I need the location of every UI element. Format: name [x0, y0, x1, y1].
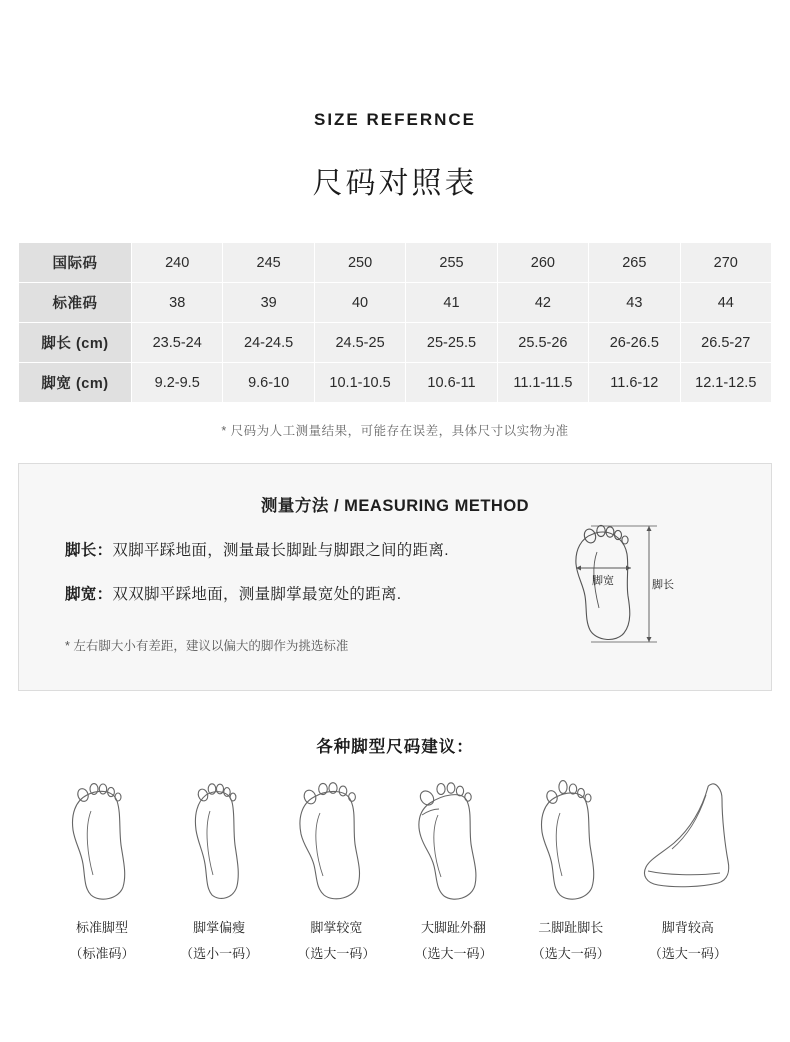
table-cell: 26-26.5: [589, 323, 680, 363]
foot-type-item: [632, 773, 744, 962]
foot-type-item: [515, 773, 627, 962]
foot-type-item: [398, 773, 510, 962]
bunion-foot-icon: [408, 775, 500, 903]
wide-foot-icon: [290, 775, 382, 903]
table-cell: 39: [223, 283, 314, 323]
foot-types-title: 各种脚型尺码建议：: [316, 738, 474, 756]
table-cell: 12.1-12.5: [680, 363, 771, 403]
diagram-length-label: 脚长: [652, 578, 674, 591]
table-cell: 250: [314, 243, 405, 283]
narrow-foot-icon: [176, 775, 262, 903]
foot-figure: [515, 773, 627, 903]
size-table-note: * 尺码为人工测量结果，可能存在误差，具体尺寸以实物为准: [221, 424, 569, 438]
table-row: [19, 243, 772, 283]
foot-type-sub: （选大一码）: [414, 946, 493, 961]
size-table-wrap: [18, 242, 772, 439]
foot-measure-diagram-icon: [545, 512, 675, 657]
table-cell: 9.6-10: [223, 363, 314, 403]
foot-length-label: 脚长：: [65, 542, 113, 559]
measuring-method-note: * 左右脚大小有差距，建议以偏大的脚作为挑选标准: [65, 639, 349, 653]
foot-types-row: [46, 773, 744, 962]
table-cell: 255: [406, 243, 497, 283]
table-cell: 24-24.5: [223, 323, 314, 363]
table-cell: 240: [132, 243, 223, 283]
foot-type-label: 标准脚型: [75, 920, 128, 935]
table-cell: 41: [406, 283, 497, 323]
table-cell: 25.5-26: [497, 323, 588, 363]
table-cell: 245: [223, 243, 314, 283]
table-cell: 26.5-27: [680, 323, 771, 363]
foot-type-sub: （选大一码）: [531, 946, 610, 961]
standard-foot-icon: [59, 775, 145, 903]
foot-width-label: 脚宽：: [65, 586, 113, 603]
table-cell: 9.2-9.5: [132, 363, 223, 403]
table-cell: 260: [497, 243, 588, 283]
row-header: 国际码: [19, 243, 132, 283]
foot-length-text: 双脚平踩地面，测量最长脚趾与脚跟之间的距离.: [112, 542, 449, 559]
long-second-toe-foot-icon: [528, 775, 614, 903]
foot-type-item: [46, 773, 158, 962]
foot-figure: [280, 773, 392, 903]
table-cell: 44: [680, 283, 771, 323]
foot-type-label: 大脚趾外翻: [421, 920, 487, 935]
foot-type-label: 脚掌偏瘦: [193, 920, 246, 935]
high-instep-foot-icon: [636, 775, 740, 903]
table-cell: 38: [132, 283, 223, 323]
foot-type-label: 二脚趾脚长: [538, 920, 604, 935]
table-cell: 42: [497, 283, 588, 323]
diagram-width-label: 脚宽: [592, 574, 614, 587]
foot-type-sub: （选小一码）: [180, 946, 259, 961]
foot-type-label: 脚掌较宽: [310, 920, 363, 935]
foot-type-label: 脚背较高: [661, 920, 714, 935]
foot-figure: [398, 773, 510, 903]
size-table: [18, 242, 772, 403]
page-title-en: SIZE REFERNCE: [313, 110, 477, 129]
table-cell: 24.5-25: [314, 323, 405, 363]
table-cell: 25-25.5: [406, 323, 497, 363]
page-title-cn: 尺码对照表: [312, 167, 478, 200]
foot-type-sub: （选大一码）: [297, 946, 376, 961]
page-header: [0, 0, 790, 202]
table-cell: 43: [589, 283, 680, 323]
table-cell: 270: [680, 243, 771, 283]
measuring-method-box: [18, 463, 772, 691]
table-cell: 40: [314, 283, 405, 323]
table-cell: 265: [589, 243, 680, 283]
row-header: 标准码: [19, 283, 132, 323]
foot-type-item: [163, 773, 275, 962]
foot-type-sub: （标准码）: [69, 946, 135, 961]
row-header: 脚长 (cm): [19, 323, 132, 363]
foot-type-item: [280, 773, 392, 962]
foot-width-text: 双双脚平踩地面，测量脚掌最宽处的距离.: [112, 586, 402, 603]
table-row: [19, 323, 772, 363]
foot-figure: [46, 773, 158, 903]
foot-figure: [632, 773, 744, 903]
table-row: [19, 283, 772, 323]
table-cell: 10.1-10.5: [314, 363, 405, 403]
measuring-method-title: 测量方法 / MEASURING METHOD: [260, 497, 530, 515]
table-cell: 11.1-11.5: [497, 363, 588, 403]
table-cell: 11.6-12: [589, 363, 680, 403]
row-header: 脚宽 (cm): [19, 363, 132, 403]
table-cell: 23.5-24: [132, 323, 223, 363]
foot-type-sub: （选大一码）: [648, 946, 727, 961]
foot-figure: [163, 773, 275, 903]
table-cell: 10.6-11: [406, 363, 497, 403]
table-row: [19, 363, 772, 403]
